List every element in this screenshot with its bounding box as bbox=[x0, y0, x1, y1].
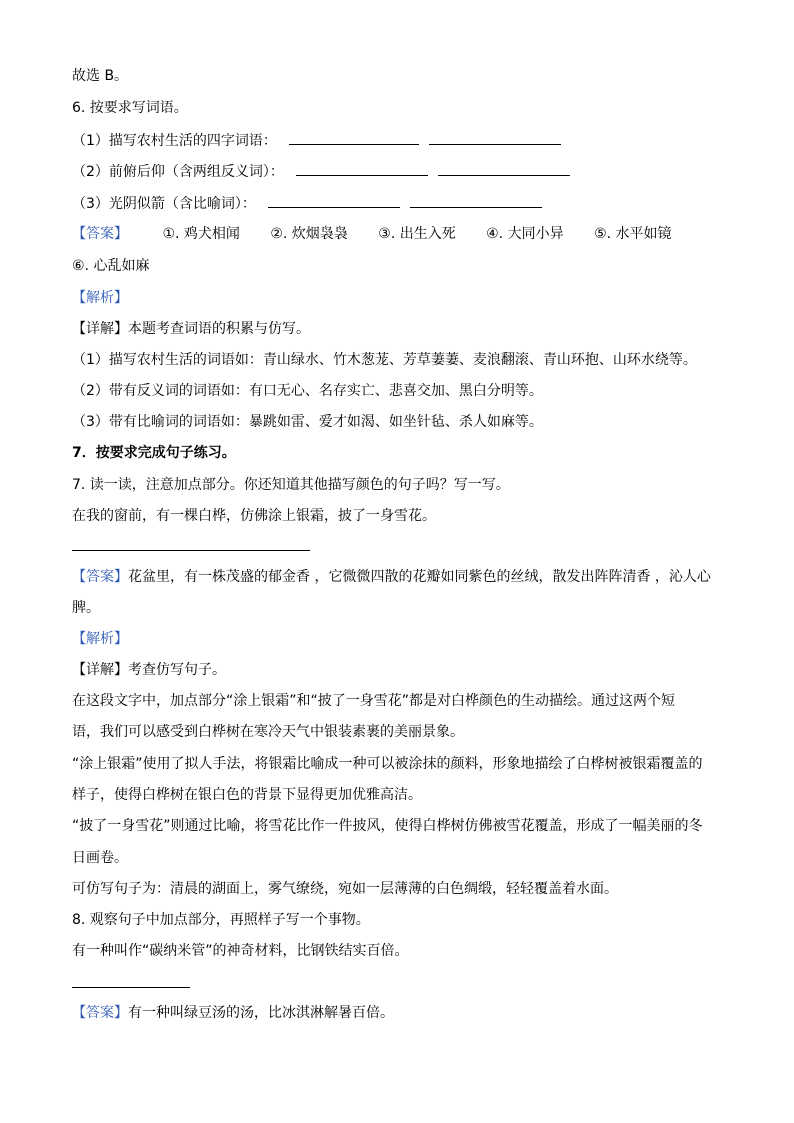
detail-7-line: “披了一身雪花”则通过比喻，将雪花比作一件披风，使得白桦树仿佛被雪花覆盖，形成了一幅美丽的冬 bbox=[72, 818, 703, 834]
item-label: （1）描写农村生活的四字词语： bbox=[72, 133, 277, 149]
question-6-item-2 bbox=[72, 161, 570, 182]
item-label: （2）前俯后仰（含两组反义词）： bbox=[72, 164, 284, 180]
answer-blank[interactable] bbox=[268, 193, 400, 208]
question-6-item-3 bbox=[72, 193, 542, 214]
answer-option: ③. 出生入死 bbox=[378, 226, 456, 242]
answer-blank-line[interactable] bbox=[72, 550, 310, 551]
answer-option: ④. 大同小异 bbox=[486, 226, 564, 242]
detail-text: 考查仿写句子。 bbox=[128, 662, 226, 678]
answer-blank[interactable] bbox=[289, 130, 419, 145]
answer-blank[interactable] bbox=[410, 193, 542, 208]
detail-6-p2: （2）带有反义词的词语如：有口无心、名存实亡、悲喜交加、黑白分明等。 bbox=[72, 383, 543, 399]
answer-7-line-2: 脾。 bbox=[72, 600, 100, 616]
detail-tag: 【详解】 bbox=[72, 321, 128, 337]
question-7-example: 在我的窗前，有一棵白桦，仿佛涂上银霜，披了一身雪花。 bbox=[72, 508, 436, 524]
detail-7-line: 样子，使得白桦树在银白色的背景下显得更加优雅高洁。 bbox=[72, 787, 422, 803]
answer-blank[interactable] bbox=[296, 161, 428, 176]
analysis-tag: 【解析】 bbox=[72, 631, 128, 647]
detail-text: 本题考查词语的积累与仿写。 bbox=[128, 321, 310, 337]
detail-6-p3: （3）带有比喻词的词语如：暴跳如雷、爱才如渴、如坐针毡、杀人如麻等。 bbox=[72, 414, 543, 430]
detail-7-line: 在这段文字中，加点部分“涂上银霜”和“披了一身雪花”都是对白桦颜色的生动描绘。通过这两个短 bbox=[72, 693, 676, 709]
answer-blank[interactable] bbox=[438, 161, 570, 176]
answer-option: ⑥. 心乱如麻 bbox=[72, 258, 150, 274]
detail-tag: 【详解】 bbox=[72, 662, 128, 678]
answer-tag: 【答案】 bbox=[72, 226, 128, 242]
answer-7-line-1 bbox=[72, 567, 711, 587]
answer-8 bbox=[72, 1003, 394, 1023]
detail-7-line: 可仿写句子为：清晨的湖面上，雾气缭绕，宛如一层薄薄的白色绸缎，轻轻覆盖着水面。 bbox=[72, 881, 618, 897]
section-7-heading: 7．按要求完成句子练习。 bbox=[72, 445, 236, 461]
question-7-prompt: 7. 读一读，注意加点部分。你还知道其他描写颜色的句子吗？写一写。 bbox=[72, 477, 510, 493]
question-6-title: 6. 按要求写词语。 bbox=[72, 100, 188, 116]
detail-7-line: 语，我们可以感受到白桦树在寒冷天气中银装素裹的美丽景象。 bbox=[72, 724, 464, 740]
detail-7-line: 日画卷。 bbox=[72, 850, 128, 866]
text-line: 故选 B。 bbox=[72, 68, 129, 84]
detail-6-p1: （1）描写农村生活的词语如：青山绿水、竹木葱茏、芳草萋萋、麦浪翻滚、青山环抱、山环水绕等。 bbox=[72, 352, 697, 368]
answer-option: ①. 鸡犬相闻 bbox=[162, 226, 240, 242]
answer-option: ②. 炊烟袅袅 bbox=[270, 226, 348, 242]
answer-text: 有一种叫绿豆汤的汤，比冰淇淋解暑百倍。 bbox=[128, 1005, 394, 1021]
answer-blank-line[interactable] bbox=[72, 987, 190, 988]
answer-6-row bbox=[72, 224, 672, 244]
answer-tag: 【答案】 bbox=[72, 569, 128, 585]
detail-7-intro bbox=[72, 660, 226, 680]
item-label: （3）光阴似箭（含比喻词）： bbox=[72, 196, 256, 212]
answer-tag: 【答案】 bbox=[72, 1005, 128, 1021]
answer-blank[interactable] bbox=[429, 130, 561, 145]
analysis-tag: 【解析】 bbox=[72, 290, 128, 306]
detail-7-line: “涂上银霜”使用了拟人手法，将银霜比喻成一种可以被涂抹的颜料，形象地描绘了白桦树被银霜覆盖的 bbox=[72, 756, 703, 772]
answer-text: 花盆里，有一株茂盛的郁金香 ，它微微四散的花瓣如同紫色的丝绒，散发出阵阵清香 ，沁人心 bbox=[128, 569, 711, 585]
question-8-prompt: 8. 观察句子中加点部分，再照样子写一个事物。 bbox=[72, 912, 370, 928]
answer-option: ⑤. 水平如镜 bbox=[594, 226, 672, 242]
question-8-example: 有一种叫作“碳纳米管”的神奇材料，比钢铁结实百倍。 bbox=[72, 943, 409, 959]
detail-6-intro bbox=[72, 319, 310, 339]
question-6-item-1 bbox=[72, 130, 561, 151]
